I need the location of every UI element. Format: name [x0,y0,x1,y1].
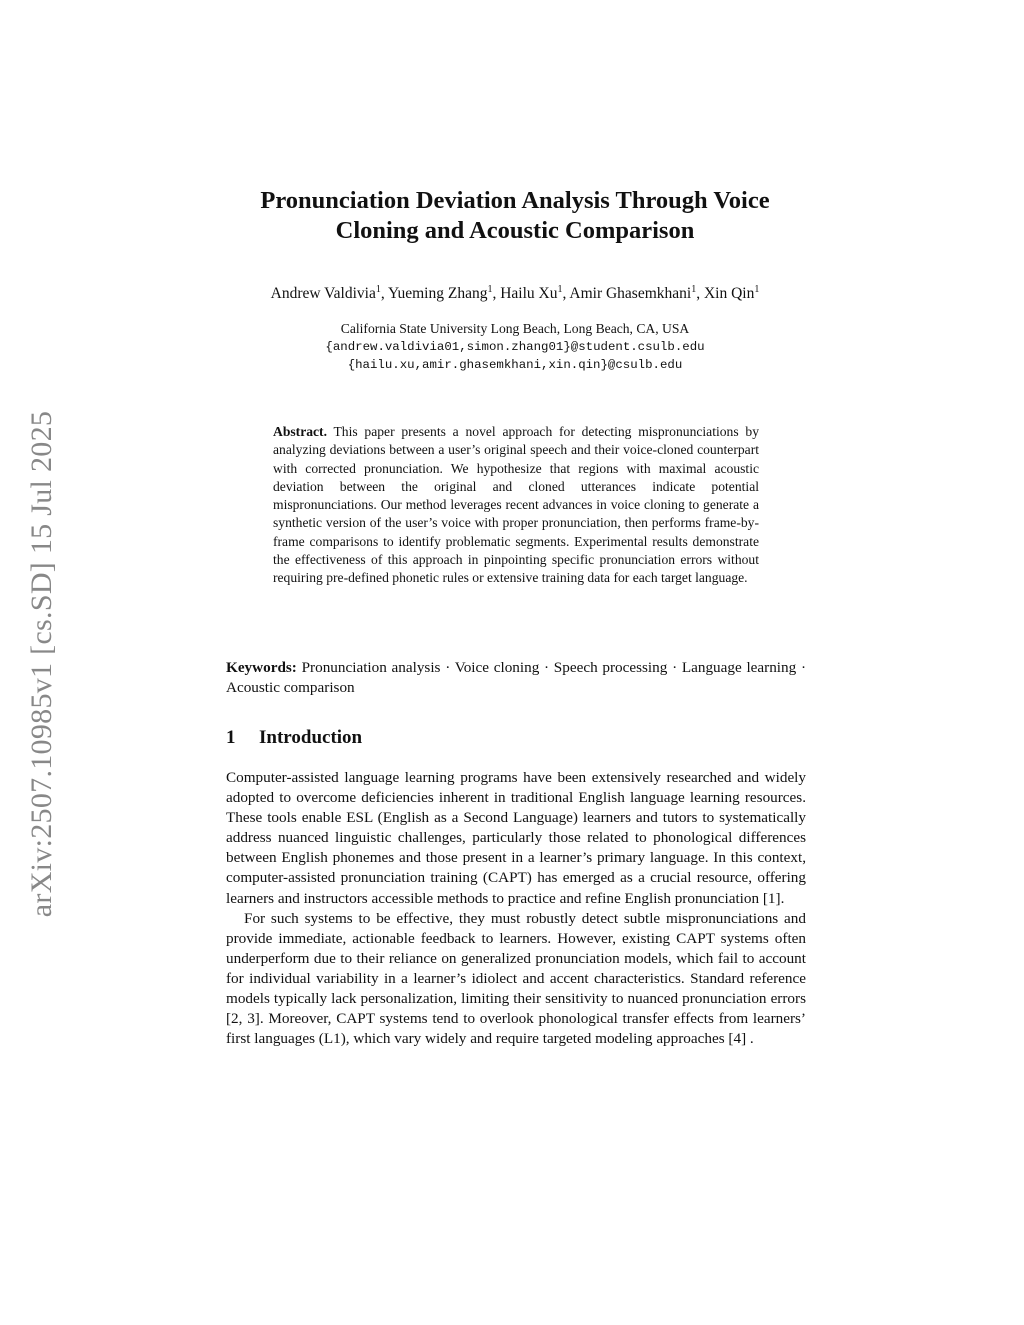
author-affiliation-mark: 1 [691,284,697,295]
paragraph: For such systems to be effective, they must robustly detect subtle mispronunciations and provide immediate, actionable feedback to learners. However, existing CAPT systems often underperform due to their reliance on generalized pronunciation models, which fail to account for individual variability in a learner’s idiolect and accent characteristics. Standard reference models typically lack personalization, limiting their sensitivity to nuanced pronunciation errors [2, 3]. Moreover, CAPT systems tend to overlook phonological transfer effects from learners’ first languages (L1), which vary widely and require targeted modeling approaches [4] . [226,909,806,1048]
author-affiliation-mark: 1 [557,284,563,295]
paper-title [200,186,830,246]
title-line-1: Pronunciation Deviation Analysis Through Voice [260,187,770,214]
affiliation-block [200,320,830,374]
author-affiliation-mark: 1 [754,284,760,295]
arxiv-identifier: arXiv:2507.10985v1 [cs.SD] 15 Jul 2025 [25,410,58,918]
keywords-label: Keywords: [226,659,297,676]
author-affiliation-mark: 1 [487,284,493,295]
email-line-1: {andrew.valdivia01,simon.zhang01}@student.csulb.edu [325,340,705,354]
section-heading [226,727,362,749]
author: Yueming Zhang [388,285,488,303]
email-line-2: {hailu.xu,amir.ghasemkhani,xin.qin}@csulb.edu [347,358,683,372]
title-line-2: Cloning and Acoustic Comparison [335,217,695,244]
abstract [273,423,759,588]
paragraph: Computer-assisted language learning programs have been extensively researched and widely adopted to overcome deficiencies inherent in traditional English language learning resources. These tools enable ESL (English as a Second Language) learners and tutors to systematically address nuanced linguistic challenges, particularly those related to phonological differences between English phonemes and those present in a learner’s primary language. In this context, computer-assisted pronunciation training (CAPT) has emerged as a crucial resource, offering learners and instructors accessible methods to practice and refine English pronunciation [1]. [226,769,806,907]
section-number: 1 [226,727,236,748]
author-affiliation-mark: 1 [375,284,381,295]
keywords-text: Pronunciation analysis · Voice cloning · Speech processing · Language learning · Acoustic comparison [226,659,806,696]
author-list: Andrew Valdivia$^1$, Yueming Zhang$^1$, Hailu Xu$^1$, Amir Ghasemkhani$^1$, Xin Qin$^1$ [270,284,760,303]
abstract-label: Abstract. [273,424,327,439]
introduction-body [226,768,806,1049]
abstract-text: This paper presents a novel approach for detecting mispronunciations by analyzing deviations between a user’s original speech and their voice-cloned counterpart with corrected pronunciation. We hypothesize that regions with maximal acoustic deviation between the original and cloned utterances indicate potential mispronunciations. Our method leverages recent advances in voice cloning to generate a synthetic version of the user’s voice with proper pronunciation, then performs frame-by-frame comparisons to identify problematic segments. Experimental results demonstrate the effectiveness of this approach in pinpointing specific pronunciation errors without requiring pre-defined phonetic rules or extensive training data for each target language. [273,424,759,586]
section-title: Introduction [259,727,363,748]
affiliation: California State University Long Beach, Long Beach, CA, USA [340,321,690,336]
author: Xin Qin [703,285,755,303]
author: Hailu Xu [500,285,558,303]
author: Andrew Valdivia [270,285,376,303]
author: Amir Ghasemkhani [569,285,692,303]
keywords [226,658,806,698]
